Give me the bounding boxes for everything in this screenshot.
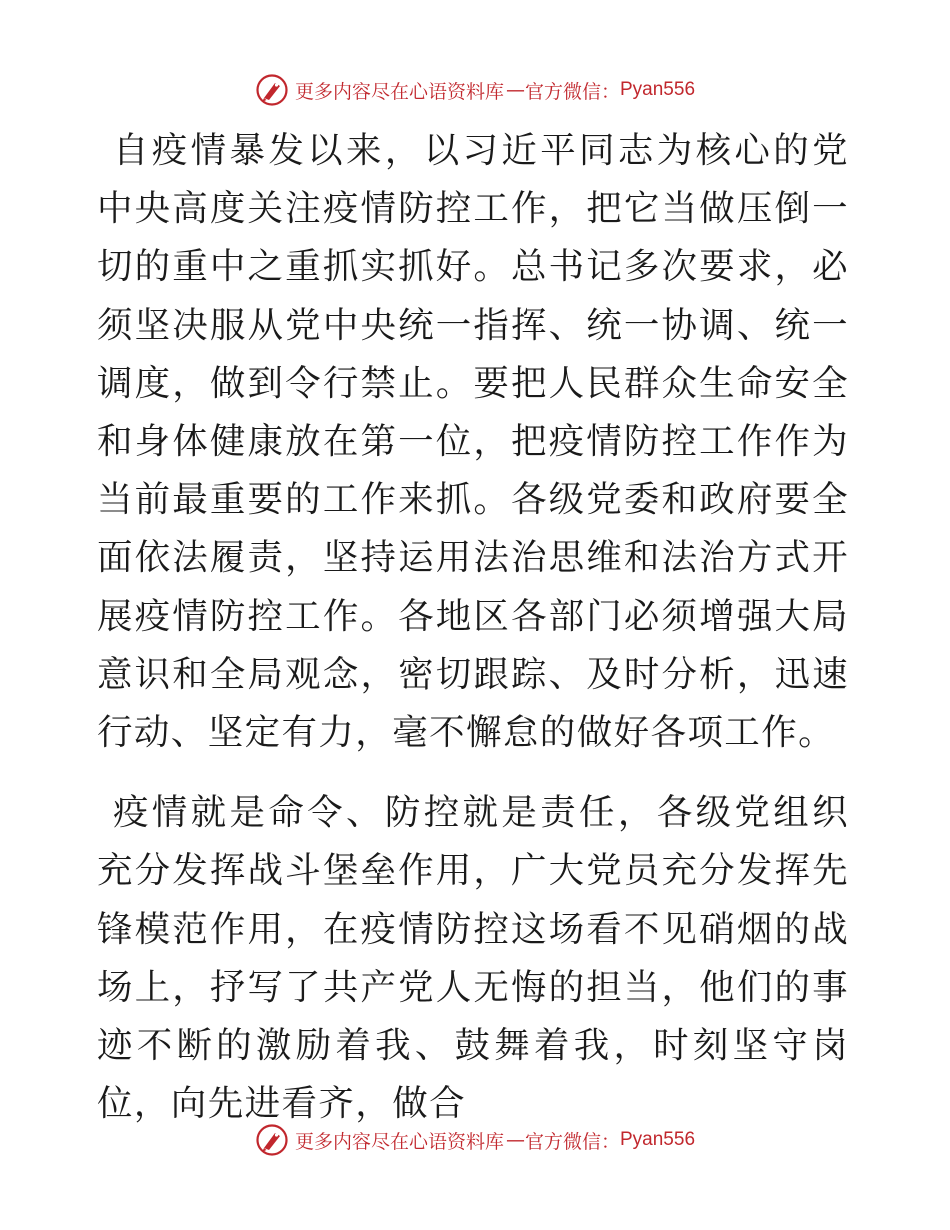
- watermark-wechat-label: 官方微信：: [524, 80, 620, 103]
- header-watermark-banner: [0, 70, 950, 110]
- paragraph-2: 疫情就是命令、防控就是责任，各级党组织充分发挥战斗堡垒作用，广大党员充分发挥先锋模范作用，在疫情防控这场看不见硝烟的战场上，抒写了共产党人无悔的担当，他们的事迹不断的激励着我、鼓舞着我，时刻坚守岗位，向先进看齐，做合: [97, 792, 849, 1125]
- watermark-wechat-label: 官方微信：: [524, 1130, 620, 1153]
- watermark-site-text: 更多内容尽在心语资料库: [294, 80, 504, 103]
- paragraph-1: 自疫情暴发以来，以习近平同志为核心的党中央高度关注疫情防控工作，把它当做压倒一切的重中之重抓实抓好。总书记多次要求，必须坚决服从党中央统一指挥、统一协调、统一调度，做到令行禁止。要把人民群众生命安全和身体健康放在第一位，把疫情防控工作作为当前最重要的工作来抓。各级党委和政府要全面依法履责，坚持运用法治思维和法治方式开展疫情防控工作。各地区各部门必须增强大局意识和全局观念，密切跟踪、及时分析，迅速行动、坚定有力，毫不懈怠的做好各项工作。: [97, 130, 849, 754]
- watermark-site-text: 更多内容尽在心语资料库: [294, 1130, 504, 1153]
- watermark-separator: —: [505, 1129, 523, 1151]
- pen-nib-logo-icon: [255, 73, 289, 107]
- pen-nib-logo-icon: [255, 1123, 289, 1157]
- watermark-wechat-id: Pyan556: [620, 79, 696, 100]
- document-body: [97, 122, 849, 1133]
- watermark-wechat-id: Pyan556: [620, 1129, 696, 1150]
- watermark-separator: —: [505, 79, 523, 101]
- footer-watermark-banner: [0, 1120, 950, 1160]
